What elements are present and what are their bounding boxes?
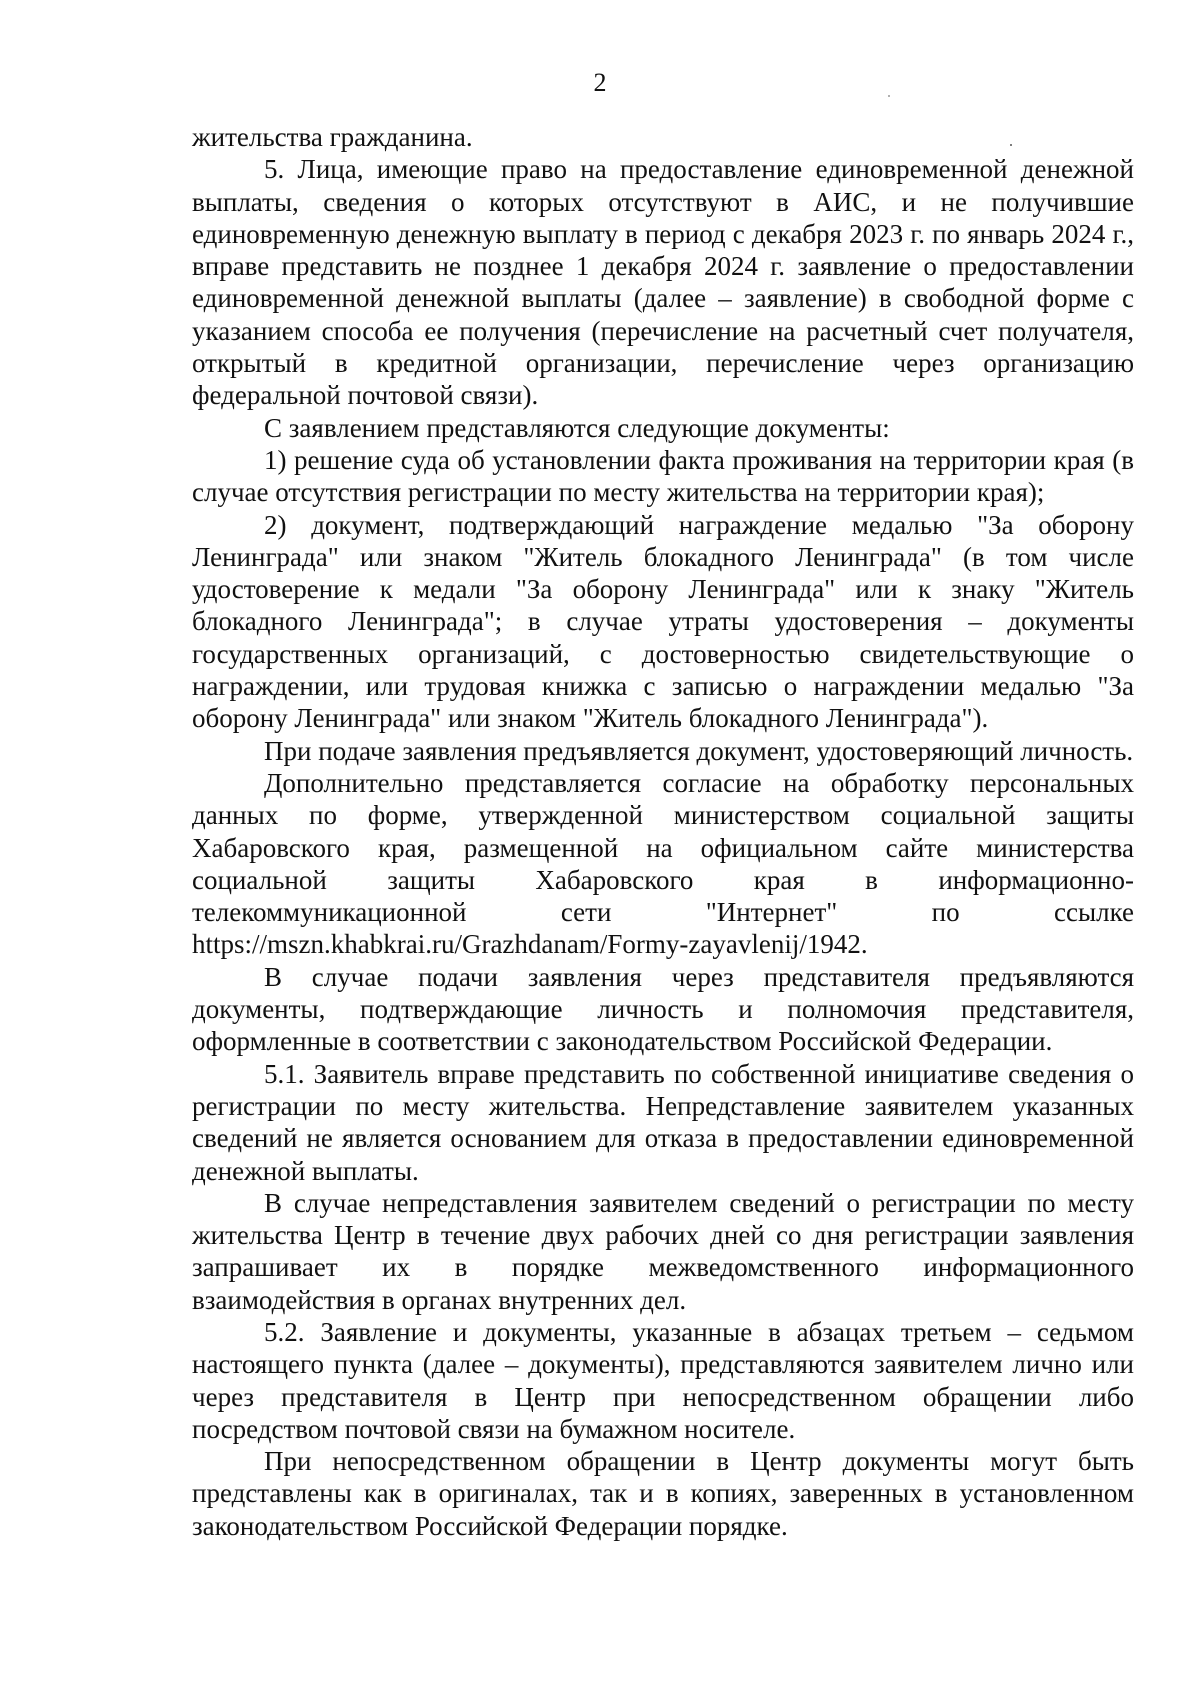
scan-speck xyxy=(888,95,890,97)
paragraph-document-1: 1) решение суда об установлении факта проживания на территории края (в случае отсутствия регистрации по месту жительства на территории края); xyxy=(192,444,1134,508)
paragraph-continuation: жительства гражданина. xyxy=(192,122,473,152)
paragraph-interagency-request: В случае непредставления заявителем сведений о регистрации по месту жительства Центр в течение двух рабочих дней со дня регистрации заявления запрашивает их в порядке межведомственного информационного взаимодействия в органах внутренних дел. xyxy=(192,1187,1134,1315)
paragraph-item-5-1: 5.1. Заявитель вправе представить по собственной инициативе сведения о регистрации по месту жительства. Непредставление заявителем указанных сведений не является основанием для отказа в предоставлении единовременной денежной выплаты. xyxy=(192,1058,1134,1186)
paragraph-item-5: 5. Лица, имеющие право на предоставление единовременной денежной выплаты, сведения о которых отсутствуют в АИС, и не получившие единовременную денежную выплату в период с декабря 2023 г. по январь 2024 г., вправе представить не позднее 1 декабря 2024 г. заявление о предоставлении единовременной денежной выплаты (далее – заявление) в свободной форме с указанием способа ее получения (перечисление на расчетный счет получателя, открытый в кредитной организации, перечисление через организацию федеральной почтовой связи). xyxy=(192,154,1134,411)
paragraph-consent: Дополнительно представляется согласие на обработку персональных данных по форме, утвержденной министерством социальной защиты Хабаровского края, размещенной на официальном сайте министерства социальной защиты Хабаровского края в информационно-телекоммуникационной сети "Интернет" по ссылке https://mszn.khabkrai.ru/Grazhdanam/Formy-zayavlenij/1942. xyxy=(192,767,1134,960)
paragraph-documents-intro: С заявлением представляются следующие документы: xyxy=(264,412,890,443)
paragraph-representative: В случае подачи заявления через представителя предъявляются документы, подтверждающие личность и полномочия представителя, оформленные в соответствии с законодательством Российской Федерации. xyxy=(192,961,1134,1057)
paragraph-item-5-2: 5.2. Заявление и документы, указанные в абзацах третьем – седьмом настоящего пункта (далее – документы), представляются заявителем лично или через представителя в Центр при непосредственном обращении либо посредством почтовой связи на бумажном носителе. xyxy=(192,1316,1134,1444)
document-body xyxy=(192,121,1134,1542)
paragraph-identity: При подаче заявления предъявляется документ, удостоверяющий личность. xyxy=(264,735,1134,766)
paragraph-document-2: 2) документ, подтверждающий награждение медалью "За оборону Ленинграда" или знаком "Житель блокадного Ленинграда" (в том числе удостоверение к медали "За оборону Ленинграда" или к знаку "Житель блокадного Ленинграда"; в случае утраты удостоверения – документы государственных организаций, с достоверностью свидетельствующие о награждении, или трудовая книжка с записью о награждении медалью "За оборону Ленинграда" или знаком "Житель блокадного Ленинграда"). xyxy=(192,509,1134,734)
paragraph-originals-copies: При непосредственном обращении в Центр документы могут быть представлены как в оригиналах, так и в копиях, заверенных в установленном законодательством Российской Федерации порядке. xyxy=(192,1446,1134,1541)
page-number: 2 xyxy=(593,68,607,97)
